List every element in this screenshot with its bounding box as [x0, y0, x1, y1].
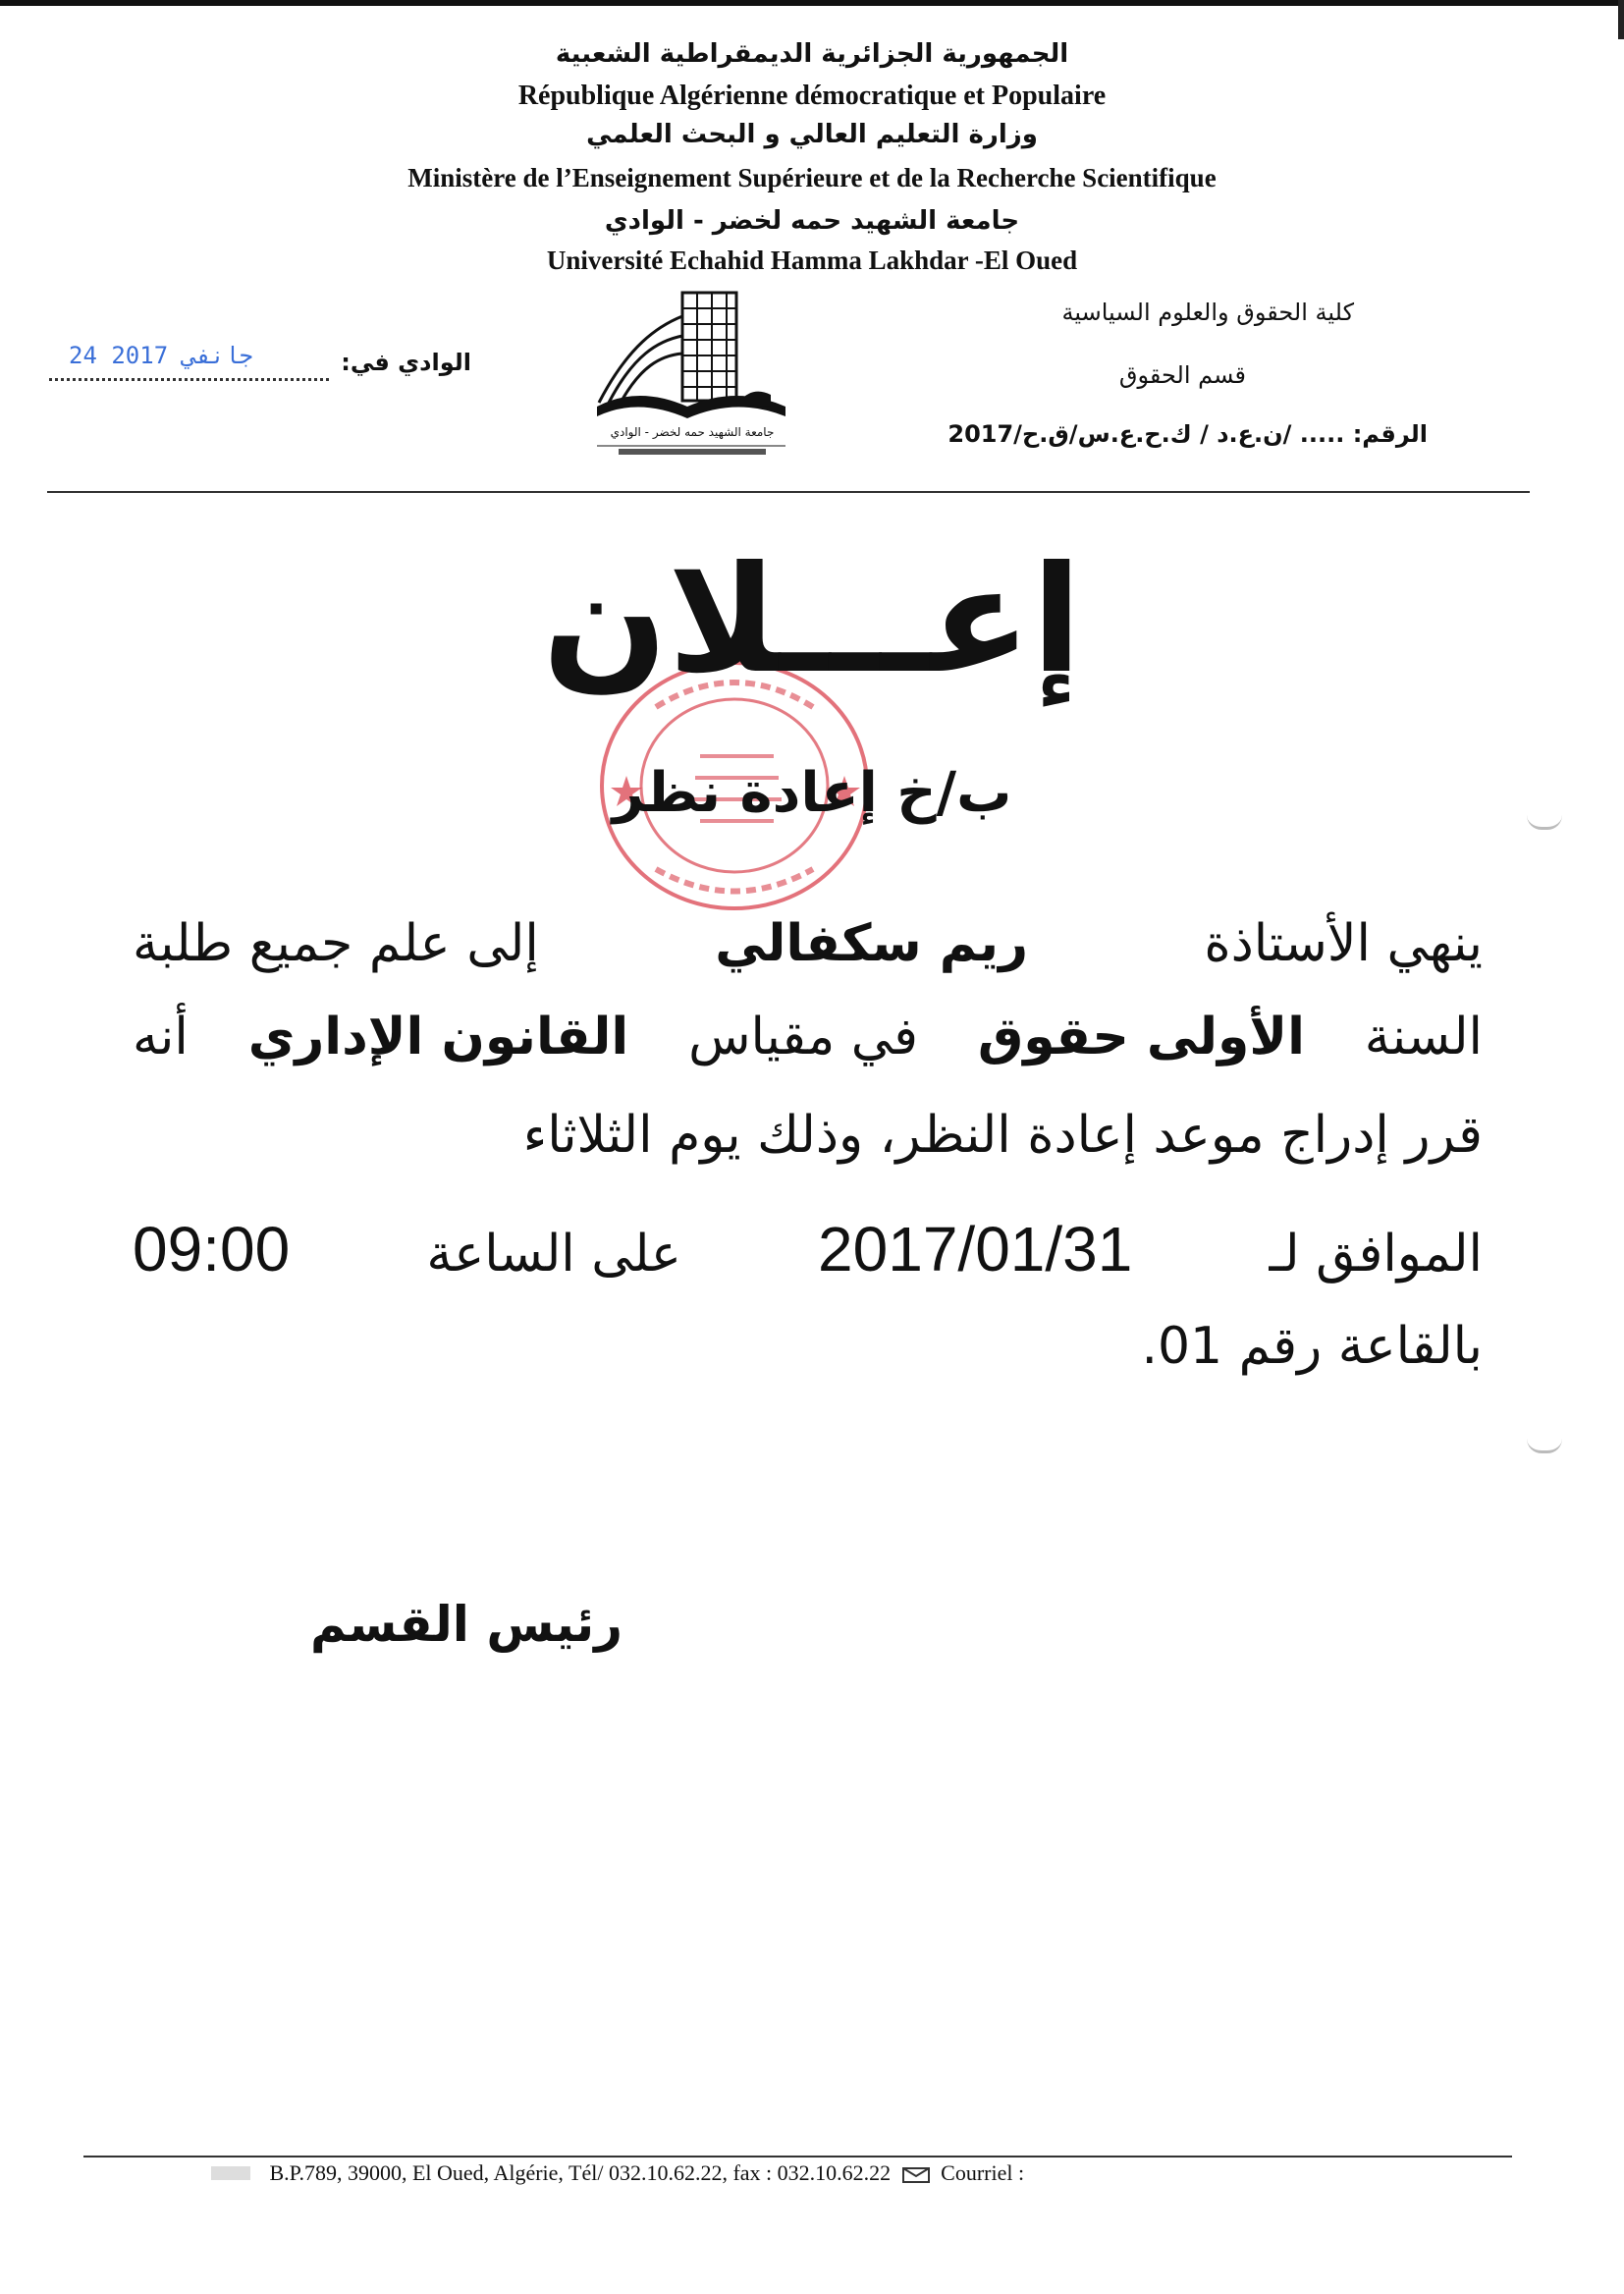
redacted-mark [211, 2166, 250, 2180]
body-text: أنه [133, 1008, 189, 1066]
logo-caption: جامعة الشهيد حمه لخضر - الوادي [610, 425, 775, 439]
university-logo-icon [589, 287, 795, 464]
review-time: 09:00 [133, 1214, 291, 1284]
body-line [133, 1317, 1483, 1376]
body-line [133, 1214, 1483, 1284]
body-text: إلى علم جميع طلبة [133, 914, 539, 973]
footer-address: B.P.789, 39000, El Oued, Algérie, Tél/ 032.10.62.22, fax : 032.10.62.22 [269, 2160, 892, 2185]
faculty-name: كلية الحقوق والعلوم السياسية [1061, 299, 1354, 326]
body-text: على الساعة [426, 1225, 681, 1284]
signature-title: رئيس القسم [309, 1596, 623, 1653]
scan-mark [1527, 1439, 1562, 1453]
header-university-ar: جامعة الشهيد حمه لخضر - الوادي [604, 206, 1020, 236]
department-name: قسم الحقوق [1118, 361, 1246, 389]
footer-divider [83, 2156, 1512, 2157]
subject-name: القانون الإداري [247, 1008, 629, 1066]
header-divider [47, 491, 1530, 493]
handwritten-date: 24 جانفي 2017 [69, 342, 253, 369]
review-date: 2017/01/31 [818, 1214, 1133, 1284]
room-number: بالقاعة رقم 01. [1141, 1317, 1483, 1376]
announcement-title: إعـــلان [542, 535, 1082, 706]
mail-icon [902, 2167, 930, 2183]
body-text: قرر إدراج موعد إعادة النظر، وذلك يوم الثلاثاء [522, 1106, 1483, 1165]
body-text: ينهي الأستاذة [1204, 914, 1483, 973]
scan-mark [1527, 815, 1562, 830]
header-republic-ar: الجمهورية الجزائرية الديمقراطية الشعبية [555, 39, 1069, 69]
body-line [133, 914, 1483, 973]
teacher-name: ريم سكفالي [715, 914, 1029, 973]
student-level: الأولى حقوق [977, 1008, 1305, 1066]
announcement-subtitle: ب/خ إعادة نظر [612, 761, 1012, 825]
body-line [133, 1106, 1483, 1165]
footer-courriel: Courriel : [941, 2160, 1025, 2185]
body-text: السنة [1364, 1008, 1483, 1066]
header-ministry-fr: Ministère de l’Enseignement Supérieure et de la Recherche Scientifique [407, 163, 1217, 192]
header-university-fr: Université Echahid Hamma Lakhdar -El Oued [546, 246, 1078, 275]
header-ministry-ar: وزارة التعليم العالي و البحث العلمي [586, 120, 1038, 149]
header-republic-fr: République Algérienne démocratique et Populaire [517, 81, 1107, 111]
scan-edge [0, 0, 1624, 6]
scan-edge [1618, 0, 1624, 39]
reference-number: الرقم: ..... /ن.ع.د / ك.ح.ع.س/ق.ح/2017 [947, 420, 1428, 448]
place-label: الوادي في: [341, 349, 471, 376]
body-text: الموافق لـ [1269, 1225, 1483, 1284]
footer-contact [211, 2160, 1024, 2186]
date-dotted-line [49, 378, 329, 381]
body-line [133, 1008, 1483, 1066]
body-text: في مقياس [688, 1008, 918, 1066]
